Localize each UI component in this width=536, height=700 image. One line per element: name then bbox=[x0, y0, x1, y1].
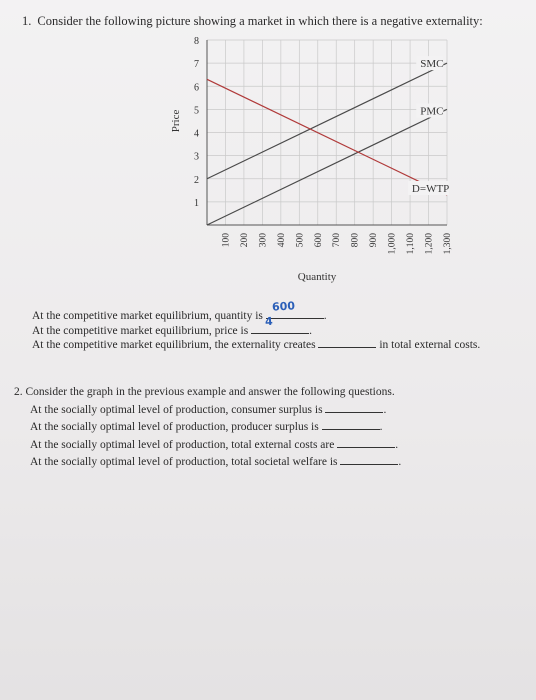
y-tick-label: 8 bbox=[194, 36, 199, 47]
question-2-block bbox=[14, 385, 401, 470]
q1-line-price: At the competitive market equilibrium, price is 4 . bbox=[32, 314, 312, 337]
x-tick-label: 1,200 bbox=[424, 233, 435, 255]
x-tick-label: 800 bbox=[350, 233, 361, 248]
answer-field-price[interactable] bbox=[251, 314, 309, 334]
x-tick-label: 1,300 bbox=[443, 233, 453, 255]
y-tick-label: 3 bbox=[194, 151, 199, 163]
q2-line-societal-welfare-text: At the socially optimal level of production, total societal welfare is bbox=[30, 456, 338, 468]
question-1-text: Consider the following picture showing a market in which there is a negative externality: bbox=[37, 14, 483, 28]
answer-field-producer-surplus[interactable] bbox=[322, 417, 380, 430]
question-1-prompt bbox=[22, 14, 483, 29]
x-tick-label: 600 bbox=[313, 233, 324, 248]
q1-line-price-text: At the competitive market equilibrium, price is bbox=[32, 325, 249, 337]
q2-line-consumer-surplus: At the socially optimal level of production, consumer surplus is . bbox=[14, 400, 401, 418]
y-tick-label: 2 bbox=[194, 174, 199, 186]
y-axis-label: Price bbox=[170, 109, 182, 133]
q2-line-external-costs-text: At the socially optimal level of production, total external costs are bbox=[30, 438, 335, 451]
x-tick-label: 700 bbox=[332, 233, 343, 248]
smc-line bbox=[207, 63, 447, 179]
x-tick-label: 1,000 bbox=[387, 233, 398, 255]
y-tick-label: 4 bbox=[194, 128, 199, 140]
y-tick-label: 5 bbox=[194, 105, 199, 117]
q2-line-societal-welfare: At the socially optimal level of production, total societal welfare is . bbox=[14, 452, 401, 470]
pmc-line bbox=[207, 109, 450, 225]
q1-line-quantity-text: At the competitive market equilibrium, quantity is bbox=[32, 310, 263, 322]
answer-field-total-external-costs[interactable] bbox=[337, 435, 395, 448]
handwritten-quantity-answer: 600 bbox=[271, 299, 296, 314]
demand-wtp-line bbox=[207, 79, 450, 195]
demand-wtp-label: D=WTP bbox=[411, 183, 450, 195]
q1-line-quantity: At the competitive market equilibrium, quantity is 600 . bbox=[32, 299, 327, 322]
x-tick-label: 100 bbox=[221, 233, 232, 248]
handwritten-price-answer: 4 bbox=[264, 314, 274, 329]
question-1-number: 1. bbox=[22, 14, 32, 28]
q1-line-externality bbox=[32, 335, 480, 351]
question-2-text: Consider the graph in the previous example and answer the following questions. bbox=[25, 386, 395, 398]
question-2-number: 2. bbox=[14, 386, 23, 398]
q2-line-consumer-surplus-text: At the socially optimal level of production, consumer surplus is bbox=[30, 403, 323, 416]
q2-line-producer-surplus-text: At the socially optimal level of production, producer surplus is bbox=[30, 421, 319, 433]
externality-chart bbox=[165, 30, 455, 290]
q2-line-producer-surplus: At the socially optimal level of production, producer surplus is . bbox=[14, 417, 401, 435]
answer-field-quantity[interactable] bbox=[266, 299, 324, 319]
answer-field-societal-welfare[interactable] bbox=[340, 452, 398, 465]
x-tick-label: 1,100 bbox=[406, 232, 417, 255]
x-tick-label: 200 bbox=[239, 233, 250, 248]
smc-label: SMC bbox=[420, 58, 444, 71]
x-tick-label: 900 bbox=[369, 233, 380, 248]
q2-line-external-costs: At the socially optimal level of production, total external costs are . bbox=[14, 435, 401, 453]
x-tick-label: 400 bbox=[276, 233, 287, 248]
answer-field-external-costs[interactable] bbox=[318, 335, 376, 348]
x-axis-label: Quantity bbox=[297, 271, 337, 283]
x-tick-label: 500 bbox=[295, 233, 306, 248]
q1-line-externality-text: At the competitive market equilibrium, the externality creates bbox=[32, 339, 316, 351]
x-tick-label: 300 bbox=[258, 233, 269, 248]
question-2-prompt bbox=[14, 385, 401, 400]
answer-field-consumer-surplus[interactable] bbox=[325, 400, 383, 413]
q1-line-externality-suffix: in total external costs. bbox=[379, 339, 481, 351]
pmc-label: PMC bbox=[420, 105, 444, 118]
y-tick-label: 7 bbox=[194, 59, 199, 71]
y-tick-label: 1 bbox=[194, 197, 199, 209]
y-tick-label: 6 bbox=[194, 82, 199, 94]
